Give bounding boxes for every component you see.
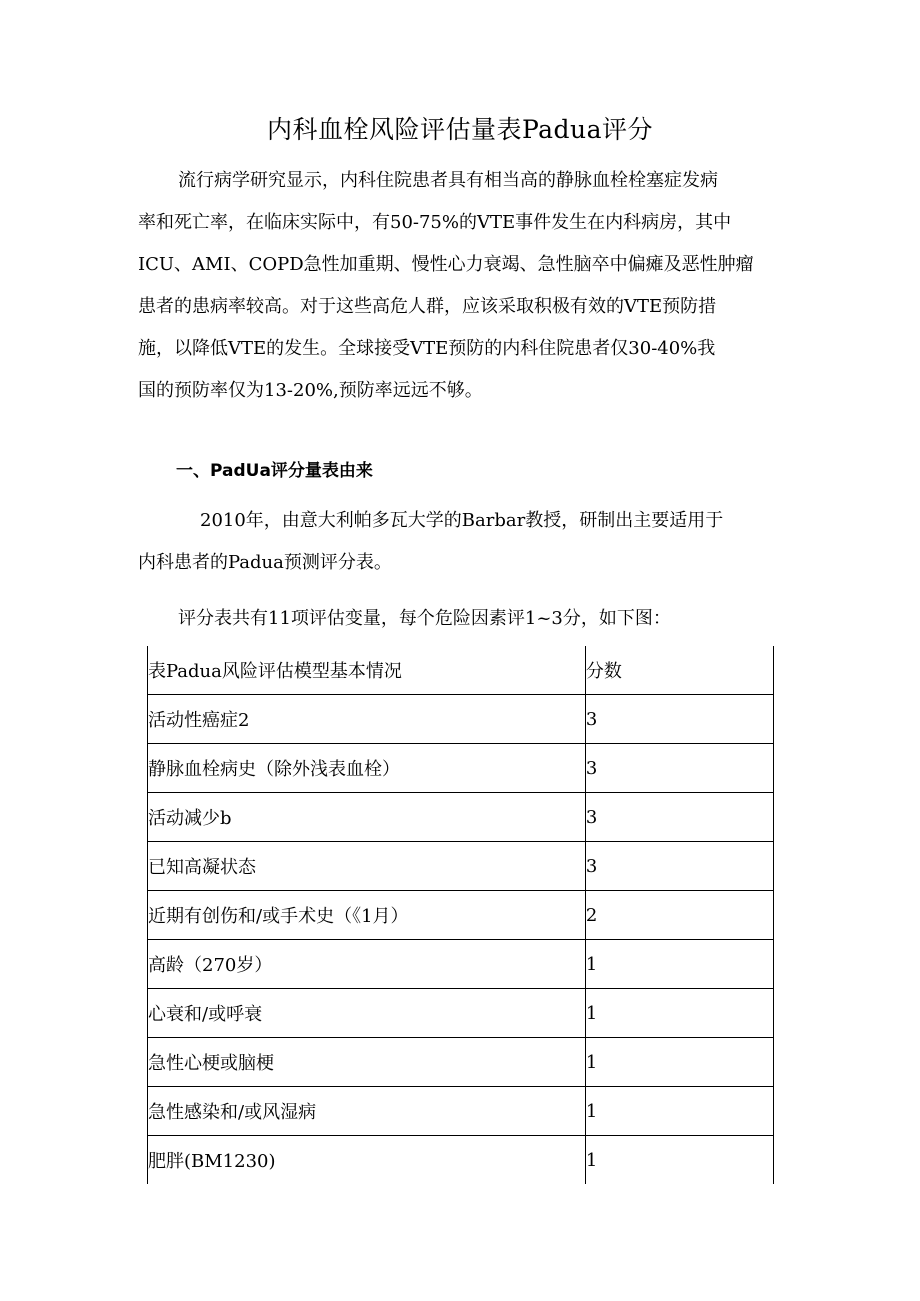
factor-cell: 高龄（270岁） [148, 940, 586, 989]
page-title: 内科血栓风险评估量表Padua评分 [266, 115, 654, 144]
table-intro-line: 评分表共有11项评估变量，每个危险因素评1~3分，如下图： [178, 608, 671, 629]
factor-cell: 急性心梗或脑梗 [148, 1038, 586, 1087]
section-heading: 一、PadUa评分量表由来 [176, 461, 373, 481]
header-factor-cell: 表Padua风险评估模型基本情况 [148, 646, 586, 695]
score-cell: 3 [585, 744, 773, 793]
factor-cell: 急性感染和/或风湿病 [148, 1087, 586, 1136]
table-row [148, 695, 774, 744]
header-score-cell: 分数 [585, 646, 773, 695]
score-cell: 3 [585, 695, 773, 744]
table-intro-paragraph [138, 598, 788, 640]
factor-cell: 已知高凝状态 [148, 842, 586, 891]
factor-cell: 活动减少b [148, 793, 586, 842]
intro-line: 国的预防率仅为13-20%,预防率远远不够。 [138, 380, 483, 401]
intro-paragraph [138, 160, 788, 412]
table-row [148, 842, 774, 891]
origin-paragraph [138, 500, 788, 584]
intro-line: 率和死亡率，在临床实际中，有50-75%的VTE事件发生在内科病房，其中 [138, 212, 732, 233]
origin-line: 内科患者的Padua预测评分表。 [138, 552, 392, 573]
table-row [148, 1087, 774, 1136]
score-cell: 2 [585, 891, 773, 940]
score-cell: 1 [585, 1038, 773, 1087]
table-row [148, 891, 774, 940]
table-header-row [148, 646, 774, 695]
intro-line: ICU、AMI、COPD急性加重期、慢性心力衰竭、急性脑卒中偏瘫及恶性肿瘤 [138, 254, 754, 275]
table-row [148, 744, 774, 793]
factor-cell: 近期有创伤和/或手术史（《1月） [148, 891, 586, 940]
table-row [148, 793, 774, 842]
score-cell: 1 [585, 940, 773, 989]
factor-cell: 心衰和/或呼衰 [148, 989, 586, 1038]
score-cell: 3 [585, 842, 773, 891]
factor-cell: 静脉血栓病史（除外浅表血栓） [148, 744, 586, 793]
factor-cell: 肥胖(BM1230) [148, 1136, 586, 1185]
score-cell: 1 [585, 1136, 773, 1185]
factor-cell: 活动性癌症2 [148, 695, 586, 744]
table-row [148, 1038, 774, 1087]
intro-line: 流行病学研究显示，内科住院患者具有相当高的静脉血栓栓塞症发病 [178, 170, 718, 191]
table-row [148, 1136, 774, 1185]
intro-line: 患者的患病率较高。对于这些高危人群，应该采取积极有效的VTE预防措 [138, 296, 717, 317]
score-cell: 3 [585, 793, 773, 842]
table-row [148, 940, 774, 989]
score-cell: 1 [585, 989, 773, 1038]
padua-score-table [147, 646, 774, 1184]
intro-line: 施，以降低VTE的发生。全球接受VTE预防的内科住院患者仅30-40%我 [138, 338, 716, 359]
score-cell: 1 [585, 1087, 773, 1136]
origin-line: 2010年，由意大利帕多瓦大学的Barbar教授，研制出主要适用于 [200, 510, 724, 531]
table-row [148, 989, 774, 1038]
